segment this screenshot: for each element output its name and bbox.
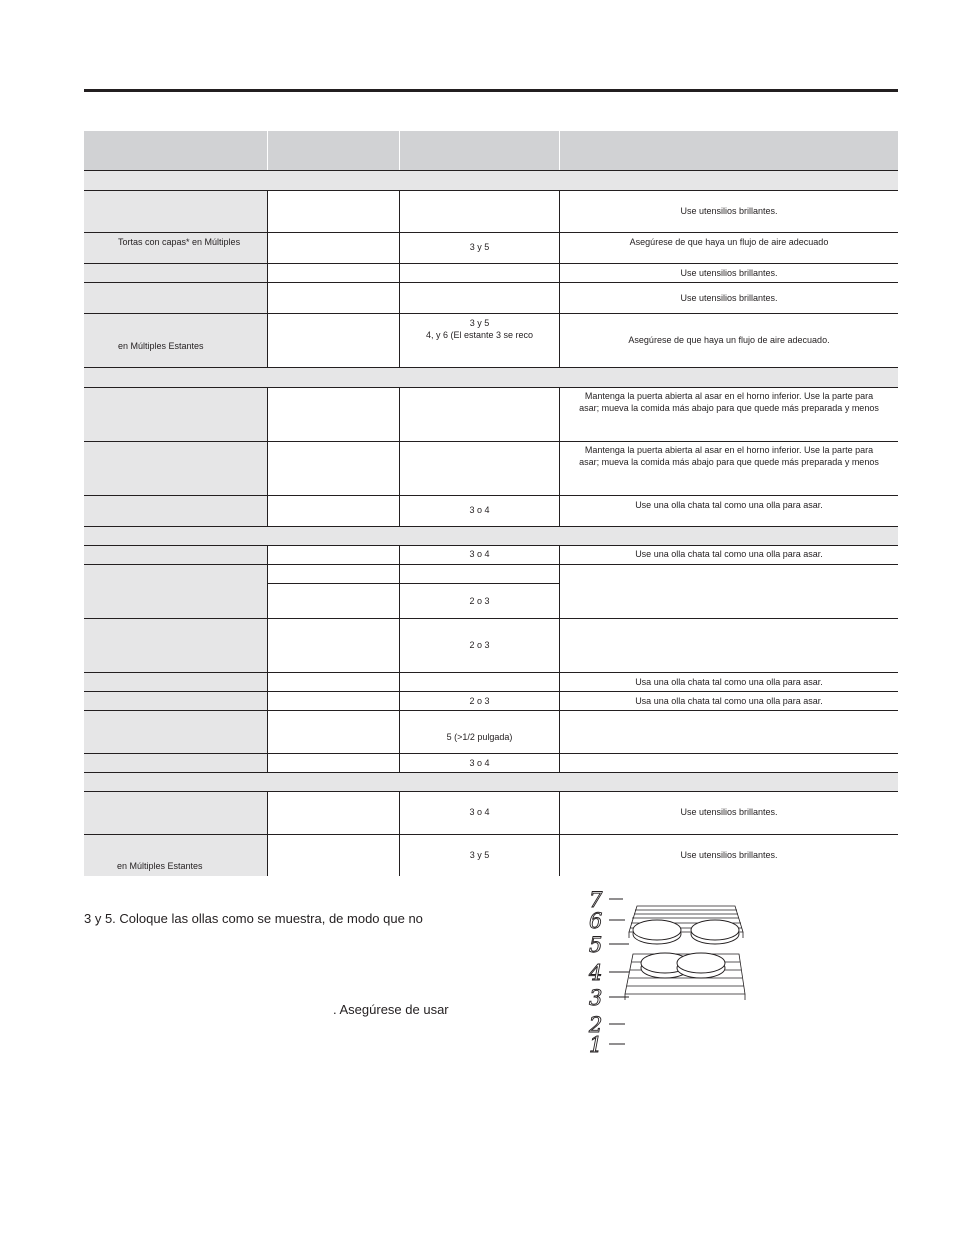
tip-text: Mantenga la puerta abierta al asar en el horno inferior. Use la parte para — [584, 445, 874, 455]
rack-number: 1 — [589, 1033, 603, 1057]
instruction-line: 3 y 5. Coloque las ollas como se muestra, de modo que no — [84, 911, 423, 926]
table-row — [84, 754, 898, 773]
table-row — [84, 388, 898, 442]
rack-number: 3 — [589, 986, 603, 1010]
section-row — [84, 171, 898, 191]
table-row — [84, 792, 898, 835]
tip-text: Mantenga la puerta abierta al asar en el horno inferior. Use la parte para — [584, 391, 874, 401]
rack-position: 3 o 4 — [469, 807, 490, 817]
food-label: en Múltiples Estantes — [118, 341, 204, 351]
rack-position: 2 o 3 — [469, 696, 490, 706]
tip-text: Usa una olla chata tal como una olla para asar. — [635, 696, 823, 706]
rack-position: 2 o 3 — [469, 596, 490, 606]
tip-text: Use utensilios brillantes. — [680, 206, 778, 216]
rack-position: 5 (>1/2 pulgada) — [446, 732, 513, 742]
rack-position: 3 o 4 — [469, 758, 490, 768]
rack-number: 5 — [589, 933, 603, 957]
instruction-line: . Asegúrese de usar — [333, 1002, 449, 1017]
table-row — [84, 442, 898, 496]
table-row — [84, 283, 898, 314]
tip-text: Use una olla chata tal como una olla para asar. — [635, 549, 823, 559]
table-row — [84, 233, 898, 264]
tip-text: Use utensilios brillantes. — [680, 293, 778, 303]
tip-text: asar; mueva la comida más abajo para que quede más preparada y menos — [579, 403, 879, 413]
table-row — [84, 191, 898, 233]
header-cell — [84, 131, 267, 170]
table-row — [84, 692, 898, 711]
section-row — [84, 527, 898, 546]
food-label: Tortas con capas* en Múltiples — [118, 237, 241, 247]
pan — [641, 953, 725, 978]
table-row — [84, 619, 898, 673]
rack-number: 6 — [589, 909, 603, 933]
header-cell — [559, 131, 898, 170]
tip-text: Use utensilios brillantes. — [680, 807, 778, 817]
rack-position: 3 o 4 — [469, 549, 490, 559]
header-cell — [399, 131, 559, 170]
tip-text: asar; mueva la comida más abajo para que quede más preparada y menos — [579, 457, 879, 467]
rack-number: 4 — [589, 961, 603, 985]
rack-number: 2 — [589, 1013, 603, 1037]
tip-text: Usa una olla chata tal como una olla para asar. — [635, 677, 823, 687]
tip-text: Asegúrese de que haya un flujo de aire adecuado. — [628, 335, 830, 345]
table-row — [84, 835, 898, 876]
rack-number: 7 — [589, 888, 603, 912]
rack-position-diagram — [585, 888, 755, 1058]
food-label: en Múltiples Estantes — [117, 861, 203, 871]
table-row — [84, 565, 898, 619]
tip-text: Use utensilios brillantes. — [680, 268, 778, 278]
table-row — [84, 314, 898, 368]
rack-position: 3 o 4 — [469, 505, 490, 515]
table-row — [84, 546, 898, 565]
tip-text: Asegúrese de que haya un flujo de aire adecuado — [629, 237, 829, 247]
section-row — [84, 773, 898, 792]
rack-position: 3 y 5 — [469, 850, 490, 860]
table-row — [84, 673, 898, 692]
rack-position: 2 o 3 — [469, 640, 490, 650]
rack-position: 4, y 6 (El estante 3 se reco — [425, 330, 534, 340]
rack-position: 3 y 5 — [469, 242, 490, 252]
table-row — [84, 711, 898, 754]
rack-position: 3 y 5 — [469, 318, 490, 328]
header-cell — [267, 131, 399, 170]
tip-text: Use una olla chata tal como una olla para asar. — [635, 500, 823, 510]
table-row — [84, 496, 898, 527]
section-row — [84, 368, 898, 388]
table-header — [84, 131, 898, 171]
cooking-guide-table — [84, 0, 898, 876]
table-row — [84, 264, 898, 283]
tip-text: Use utensilios brillantes. — [680, 850, 778, 860]
oven-rack-illustration — [585, 888, 755, 1058]
